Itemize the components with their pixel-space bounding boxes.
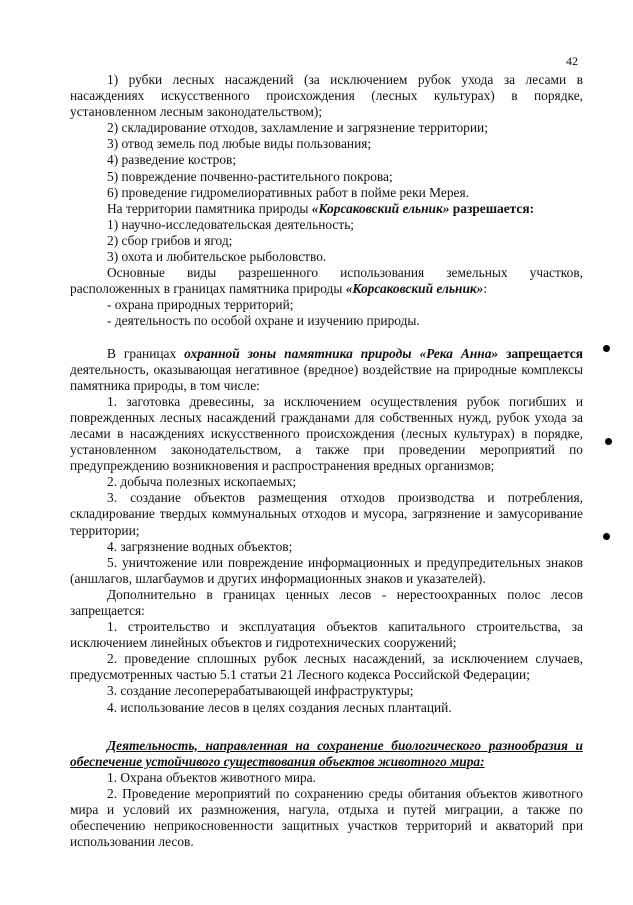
forests-item-1: 1. строительство и эксплуатация объектов капитального строительства, за исключением линейных объектов и гидротехнических сооружений;: [70, 619, 583, 651]
prohibition-item-6: 6) проведение гидромелиоративных работ в пойме реки Мерея.: [107, 184, 469, 200]
forests-item-3: 3. создание лесоперерабатывающей инфраструктуры;: [107, 683, 414, 699]
forests-item-4: 4. использование лесов в целях создания лесных плантаций.: [107, 699, 452, 715]
document-body: [70, 72, 583, 850]
biodiversity-item-2: 2. Проведение мероприятий по сохранению среды обитания объектов животного мира и условий их размножения, нагула, отдыха и путей миграции, а также по обеспечению неприкосновенности защитных участков территорий и акваторий при использовании лесов.: [70, 785, 583, 850]
zone-item-4: 4. загрязнение водных объектов;: [107, 538, 293, 554]
allowed-item-1: 1) научно-исследовательская деятельность;: [107, 216, 355, 232]
allowed-item-3: 3) охота и любительское рыболовство.: [107, 249, 327, 265]
allowed-heading: На территории памятника природы «Корсаковский ельник» разрешается:: [107, 200, 535, 216]
main-uses-heading: Основные виды разрешенного использования земельных участков, расположенных в границах памятника природы «Корсаковский ельник»:: [70, 265, 583, 297]
zone-item-5: 5. уничтожение или повреждение информационных и предупредительных знаков (аншлагов, шлагбаумов и других информационных знаков и указателей).: [70, 554, 583, 586]
prohibition-item-2: 2) складирование отходов, захламление и загрязнение территории;: [107, 120, 488, 136]
binding-hole-mark: [603, 345, 610, 352]
main-use-item-2: - деятельность по особой охране и изучению природы.: [107, 313, 420, 329]
zone-item-1: 1. заготовка древесины, за исключением осуществления рубок погибших и поврежденных лесных насаждений гражданами для собственных нужд, рубок ухода за лесами в насаждениях искусственного происхождения (лесных культурах) в порядке, установленном законодательством, а также при проведении мероприятий по предупреждению возникновения и распространения вредных организмов;: [70, 393, 583, 474]
main-use-item-1: - охрана природных территорий;: [107, 297, 294, 313]
zone-item-3: 3. создание объектов размещения отходов производства и потребления, складирование твердых коммунальных отходов и мусора, загрязнение и замусоривание территории;: [70, 490, 583, 538]
biodiversity-heading: Деятельность, направленная на сохранение биологического разнообразия и обеспечение устойчивого существования объектов животного мира:: [70, 737, 583, 769]
biodiversity-item-1: 1. Охрана объектов животного мира.: [107, 769, 316, 785]
binding-hole-mark: [605, 438, 612, 445]
page-number: 42: [566, 54, 578, 68]
forests-intro: Дополнительно в границах ценных лесов - нерестоохранных полос лесов запрещается:: [70, 586, 583, 618]
binding-hole-mark: [603, 533, 610, 540]
prohibition-item-5: 5) повреждение почвенно-растительного покрова;: [107, 168, 393, 184]
allowed-item-2: 2) сбор грибов и ягод;: [107, 232, 233, 248]
prohibition-item-4: 4) разведение костров;: [107, 152, 237, 168]
zone-heading: В границах охранной зоны памятника природы «Река Анна» запрещается деятельность, оказывающая негативное (вредное) воздействие на природные комплексы памятника природы, в том числе:: [70, 345, 583, 393]
zone-item-2: 2. добыча полезных ископаемых;: [107, 474, 297, 490]
prohibition-item-1: 1) рубки лесных насаждений (за исключением рубок ухода за лесами в насаждениях искусственного происхождения (лесных культурах) в порядке, установленном лесным законодательством);: [70, 72, 583, 120]
prohibition-item-3: 3) отвод земель под любые виды пользования;: [107, 136, 372, 152]
forests-item-2: 2. проведение сплошных рубок лесных насаждений, за исключением случаев, предусмотренных частью 5.1 статьи 21 Лесного кодекса Российской Федерации;: [70, 651, 583, 683]
